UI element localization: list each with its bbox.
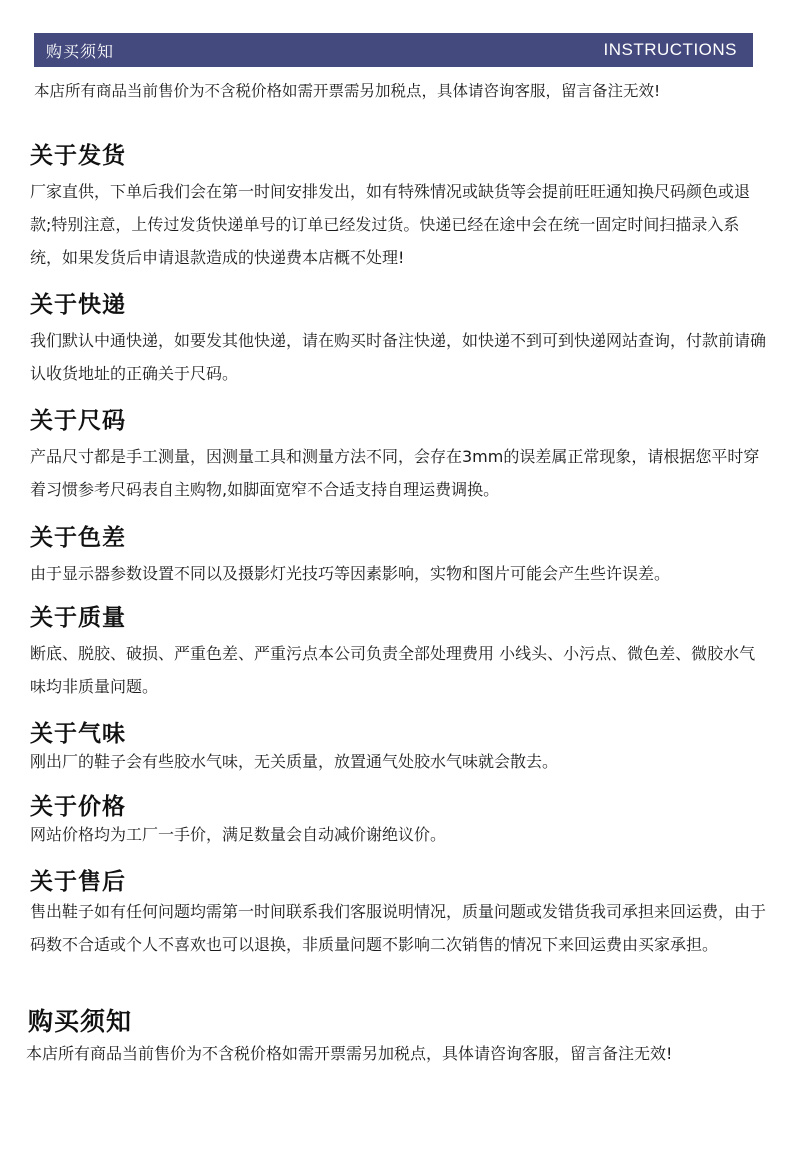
section-quality <box>30 603 770 703</box>
section-courier <box>30 290 770 390</box>
section-body: 本店所有商品当前售价为不含税价格如需开票需另加税点，具体请咨询客服，留言备注无效! <box>26 1044 673 1063</box>
banner-subtitle: INSTRUCTIONS <box>603 40 737 59</box>
section-body: 我们默认中通快递，如要发其他快递，请在购买时备注快递，如快递不到可到快递网站查询，付款前请确认收货地址的正确关于尺码。 <box>30 331 767 383</box>
section-heading: 关于快递 <box>30 292 126 318</box>
header-banner <box>34 33 753 67</box>
section-after-sales <box>30 867 770 961</box>
section-body: 产品尺寸都是手工测量，因测量工具和测量方法不同，会存在3mm的误差属正常现象，请根据您平时穿着习惯参考尺码表自主购物,如脚面宽窄不合适支持自理运费调换。 <box>30 447 760 499</box>
banner-title: 购买须知 <box>46 41 115 61</box>
section-body: 网站价格均为工厂一手价，满足数量会自动减价谢绝议价。 <box>30 825 447 844</box>
section-heading: 关于气味 <box>30 721 126 747</box>
section-heading: 关于色差 <box>30 525 126 551</box>
section-body: 厂家直供，下单后我们会在第一时间安排发出，如有特殊情况或缺货等会提前旺旺通知换尺码颜色或退款;特别注意，上传过发货快递单号的订单已经发过货。快递已经在途中会在统一固定时间扫描录入系统，如果发货后申请退款造成的快递费本店概不处理! <box>30 182 751 267</box>
section-body: 售出鞋子如有任何问题均需第一时间联系我们客服说明情况，质量问题或发错货我司承担来回运费，由于码数不合适或个人不喜欢也可以退换，非质量问题不影响二次销售的情况下来回运费由买家承担。 <box>30 902 767 954</box>
section-size <box>30 406 770 506</box>
section-shipping <box>30 141 770 274</box>
section-heading: 关于质量 <box>30 605 126 631</box>
section-heading: 关于价格 <box>30 794 126 820</box>
section-body: 断底、脱胶、破损、严重色差、严重污点本公司负责全部处理费用 小线头、小污点、微色差、微胶水气味均非质量问题。 <box>30 644 756 696</box>
section-body: 刚出厂的鞋子会有些胶水气味，无关质量，放置通气处胶水气味就会散去。 <box>30 752 559 771</box>
section-purchase-notice <box>28 1007 768 1070</box>
section-heading: 关于发货 <box>30 143 126 169</box>
section-heading: 购买须知 <box>28 1007 133 1036</box>
section-price <box>30 792 770 851</box>
top-notice: 本店所有商品当前售价为不含税价格如需开票需另加税点，具体请咨询客服，留言备注无效! <box>34 82 661 100</box>
section-heading: 关于售后 <box>30 869 126 895</box>
section-heading: 关于尺码 <box>30 408 126 434</box>
section-body: 由于显示器参数设置不同以及摄影灯光技巧等因素影响，实物和图片可能会产生些许误差。 <box>30 564 671 583</box>
section-odor <box>30 719 770 778</box>
section-color-difference <box>30 523 770 590</box>
